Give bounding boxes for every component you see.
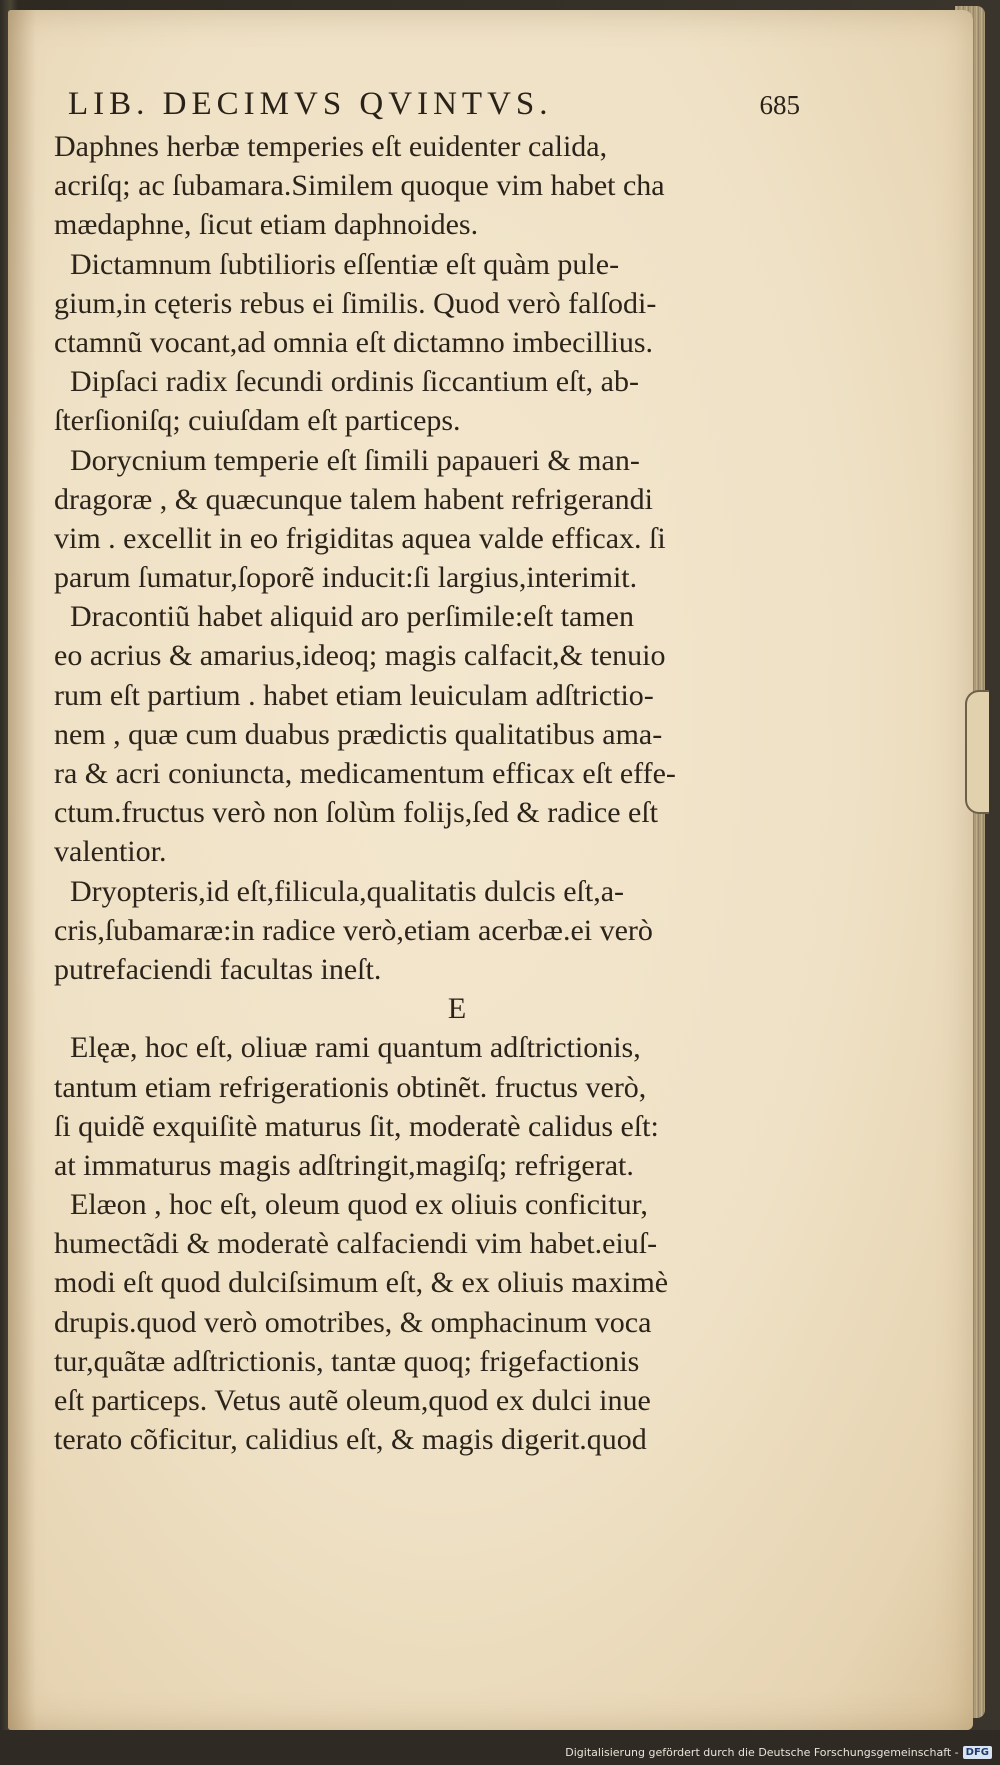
- running-head: [68, 86, 800, 123]
- text-line: Dorycnium temperie eſt ſimili papaueri & man-: [70, 443, 640, 477]
- running-head-title: LIB. DECIMVS QVINTVS.: [68, 86, 553, 122]
- digitization-credit: [565, 1746, 992, 1759]
- text-line: nem , quæ cum duabus prædictis qualitatibus ama-: [54, 717, 663, 751]
- text-line: mædaphne, ſicut etiam daphnoides.: [54, 208, 479, 242]
- text-line: Elęæ, hoc eſt, oliuæ rami quantum adſtrictionis,: [70, 1031, 641, 1065]
- text-line: tur,quãtæ adſtrictionis, tantæ quoq; frigefactionis: [54, 1344, 640, 1378]
- text-line: ra & acri coniuncta, medicamentum efficax eſt effe-: [54, 757, 676, 790]
- text-line: Elæon , hoc eſt, oleum quod ex oliuis conficitur,: [70, 1188, 648, 1222]
- text-line: cris,ſubamaræ:in radice verò,etiam acerbæ.ei verò: [54, 913, 653, 947]
- text-line: Dictamnum ſubtilioris eſſentiæ eſt quàm pule-: [70, 247, 620, 281]
- section-letter: E: [447, 992, 467, 1026]
- text-line: drupis.quod verò omotribes, & omphacinum voca: [54, 1305, 652, 1339]
- text-line: rum eſt partium . habet etiam leuiculam adſtrictio-: [54, 678, 654, 712]
- text-line: ctum.fructus verò non ſolùm folijs,ſed & radice eſt: [54, 796, 659, 830]
- text-line: humectãdi & moderatè calfaciendi vim habet.eiuſ-: [54, 1227, 658, 1261]
- text-line: parum ſumatur,ſoporẽ inducit:ſi largius,interimit.: [54, 561, 638, 595]
- text-line: ctamnũ vocant,ad omnia eſt dictamno imbecillius.: [54, 325, 654, 359]
- text-line: Dracontiũ habet aliquid aro perſimile:eſt tamen: [70, 600, 634, 634]
- text-line: Dryopteris,id eſt,filicula,qualitatis dulcis eſt,a-: [70, 874, 625, 908]
- text-line: eo acrius & amarius,ideoq; magis calfacit,& tenuio: [54, 639, 666, 673]
- text-line: modi eſt quod dulciſsimum eſt, & ex oliuis maximè: [54, 1266, 669, 1300]
- text-line: valentior.: [54, 835, 167, 869]
- text-line: ſterſioniſq; cuiuſdam eſt particeps.: [54, 404, 461, 438]
- text-line: eſt particeps. Vetus autẽ oleum,quod ex dulci inue: [54, 1384, 651, 1417]
- credit-text: Digitalisierung gefördert durch die Deutsche Forschungsgemeinschaft -: [565, 1746, 959, 1759]
- text-line: Daphnes herbæ temperies eſt euidenter calida,: [54, 130, 608, 163]
- text-lines: [40, 127, 800, 1459]
- text-line: acriſq; ac ſubamara.Similem quoque vim habet cha: [54, 169, 665, 203]
- dfg-logo: DFG: [963, 1746, 992, 1759]
- text-line: terato cõficitur, calidius eſt, & magis digerit.quod: [54, 1423, 647, 1457]
- text-line: at immaturus magis adſtringit,magiſq; refrigerat.: [54, 1148, 634, 1182]
- text-line: gium,in cęteris rebus ei ſimilis. Quod verò falſodi-: [54, 286, 657, 320]
- page-gutter: [8, 10, 36, 1730]
- text-line: putrefaciendi facultas ineſt.: [54, 952, 382, 986]
- text-line: vim . excellit in eo frigiditas aquea valde efficax. ſi: [54, 521, 666, 555]
- text-line: ſi quidẽ exquiſitè maturus ſit, moderatè calidus eſt:: [54, 1109, 659, 1143]
- text-line: dragoræ , & quæcunque talem habent refrigerandi: [54, 482, 653, 516]
- text-line: Dipſaci radix ſecundi ordinis ſiccantium eſt, ab-: [70, 365, 639, 399]
- page-text-block: [40, 86, 800, 1459]
- text-line: tantum etiam refrigerationis obtinẽt. fructus verò,: [54, 1070, 647, 1104]
- page-number: 685: [759, 90, 800, 120]
- page-tab-mark: [965, 690, 989, 814]
